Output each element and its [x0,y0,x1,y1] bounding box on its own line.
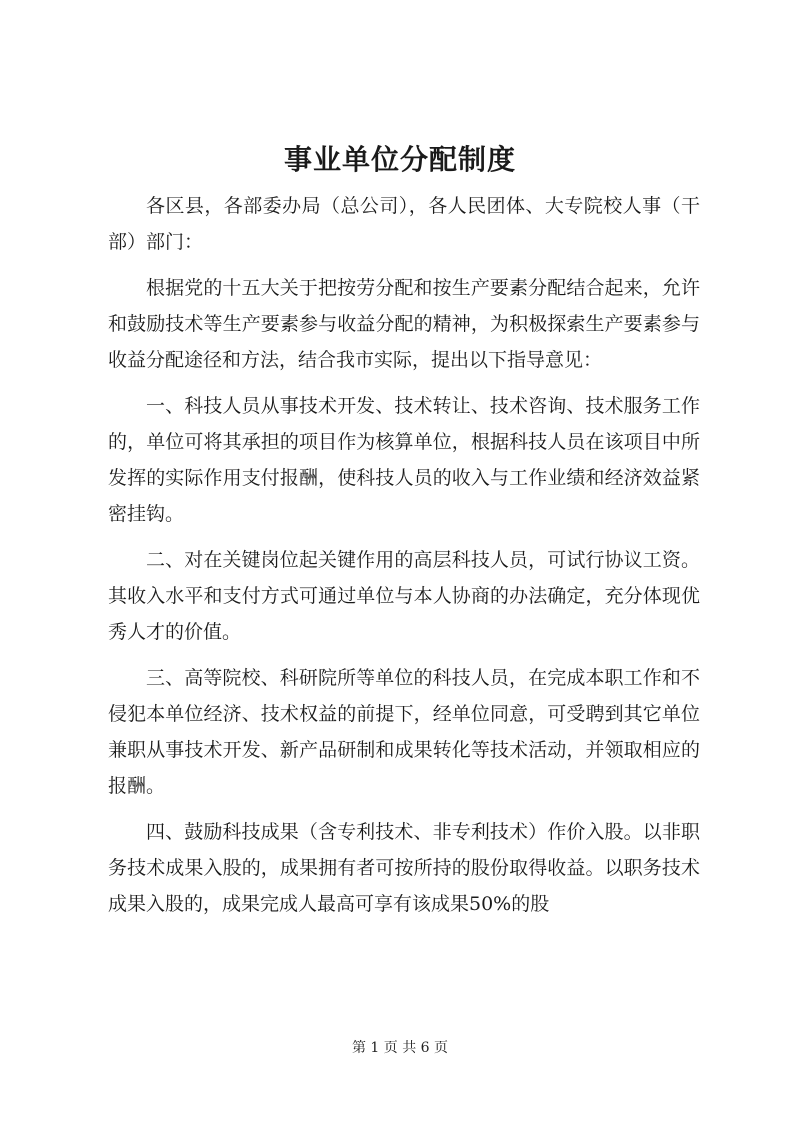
paragraph-intro: 根据党的十五大关于把按劳分配和按生产要素分配结合起来，允许和鼓励技术等生产要素参与收益分配的精神，为积极探索生产要素参与收益分配途径和方法，结合我市实际，提出以下指导意见： [108,277,700,371]
paragraph-item-3: 三、高等院校、科研院所等单位的科技人员，在完成本职工作和不侵犯本单位经济、技术权益的前提下，经单位同意，可受聘到其它单位兼职从事技术开发、新产品研制和成果转化等技术活动，并领取相应的报酬。 [108,667,700,797]
page-footer: 第 1 页 共 6 页 [351,1040,449,1056]
document-body [108,188,700,922]
paragraph-item-2: 二、对在关键岗位起关键作用的高层科技人员，可试行协议工资。其收入水平和支付方式可通过单位与本人协商的办法确定，充分体现优秀人才的价值。 [108,549,700,643]
paragraph-item-4: 四、鼓励科技成果（含专利技术、非专利技术）作价入股。以非职务技术成果入股的，成果拥有者可按所持的股份取得收益。以职务技术成果入股的，成果完成人最高可享有该成果50%的股 [108,821,700,915]
paragraph-item-1: 一、科技人员从事技术开发、技术转让、技术咨询、技术服务工作的，单位可将其承担的项目作为核算单位，根据科技人员在该项目中所发挥的实际作用支付报酬，使科技人员的收入与工作业绩和经济效益紧密挂钩。 [108,395,700,525]
document-title: 事业单位分配制度 [283,143,516,176]
paragraph-salutation: 各区县，各部委办局（总公司），各人民团体、大专院校人事（干部）部门： [108,195,700,253]
